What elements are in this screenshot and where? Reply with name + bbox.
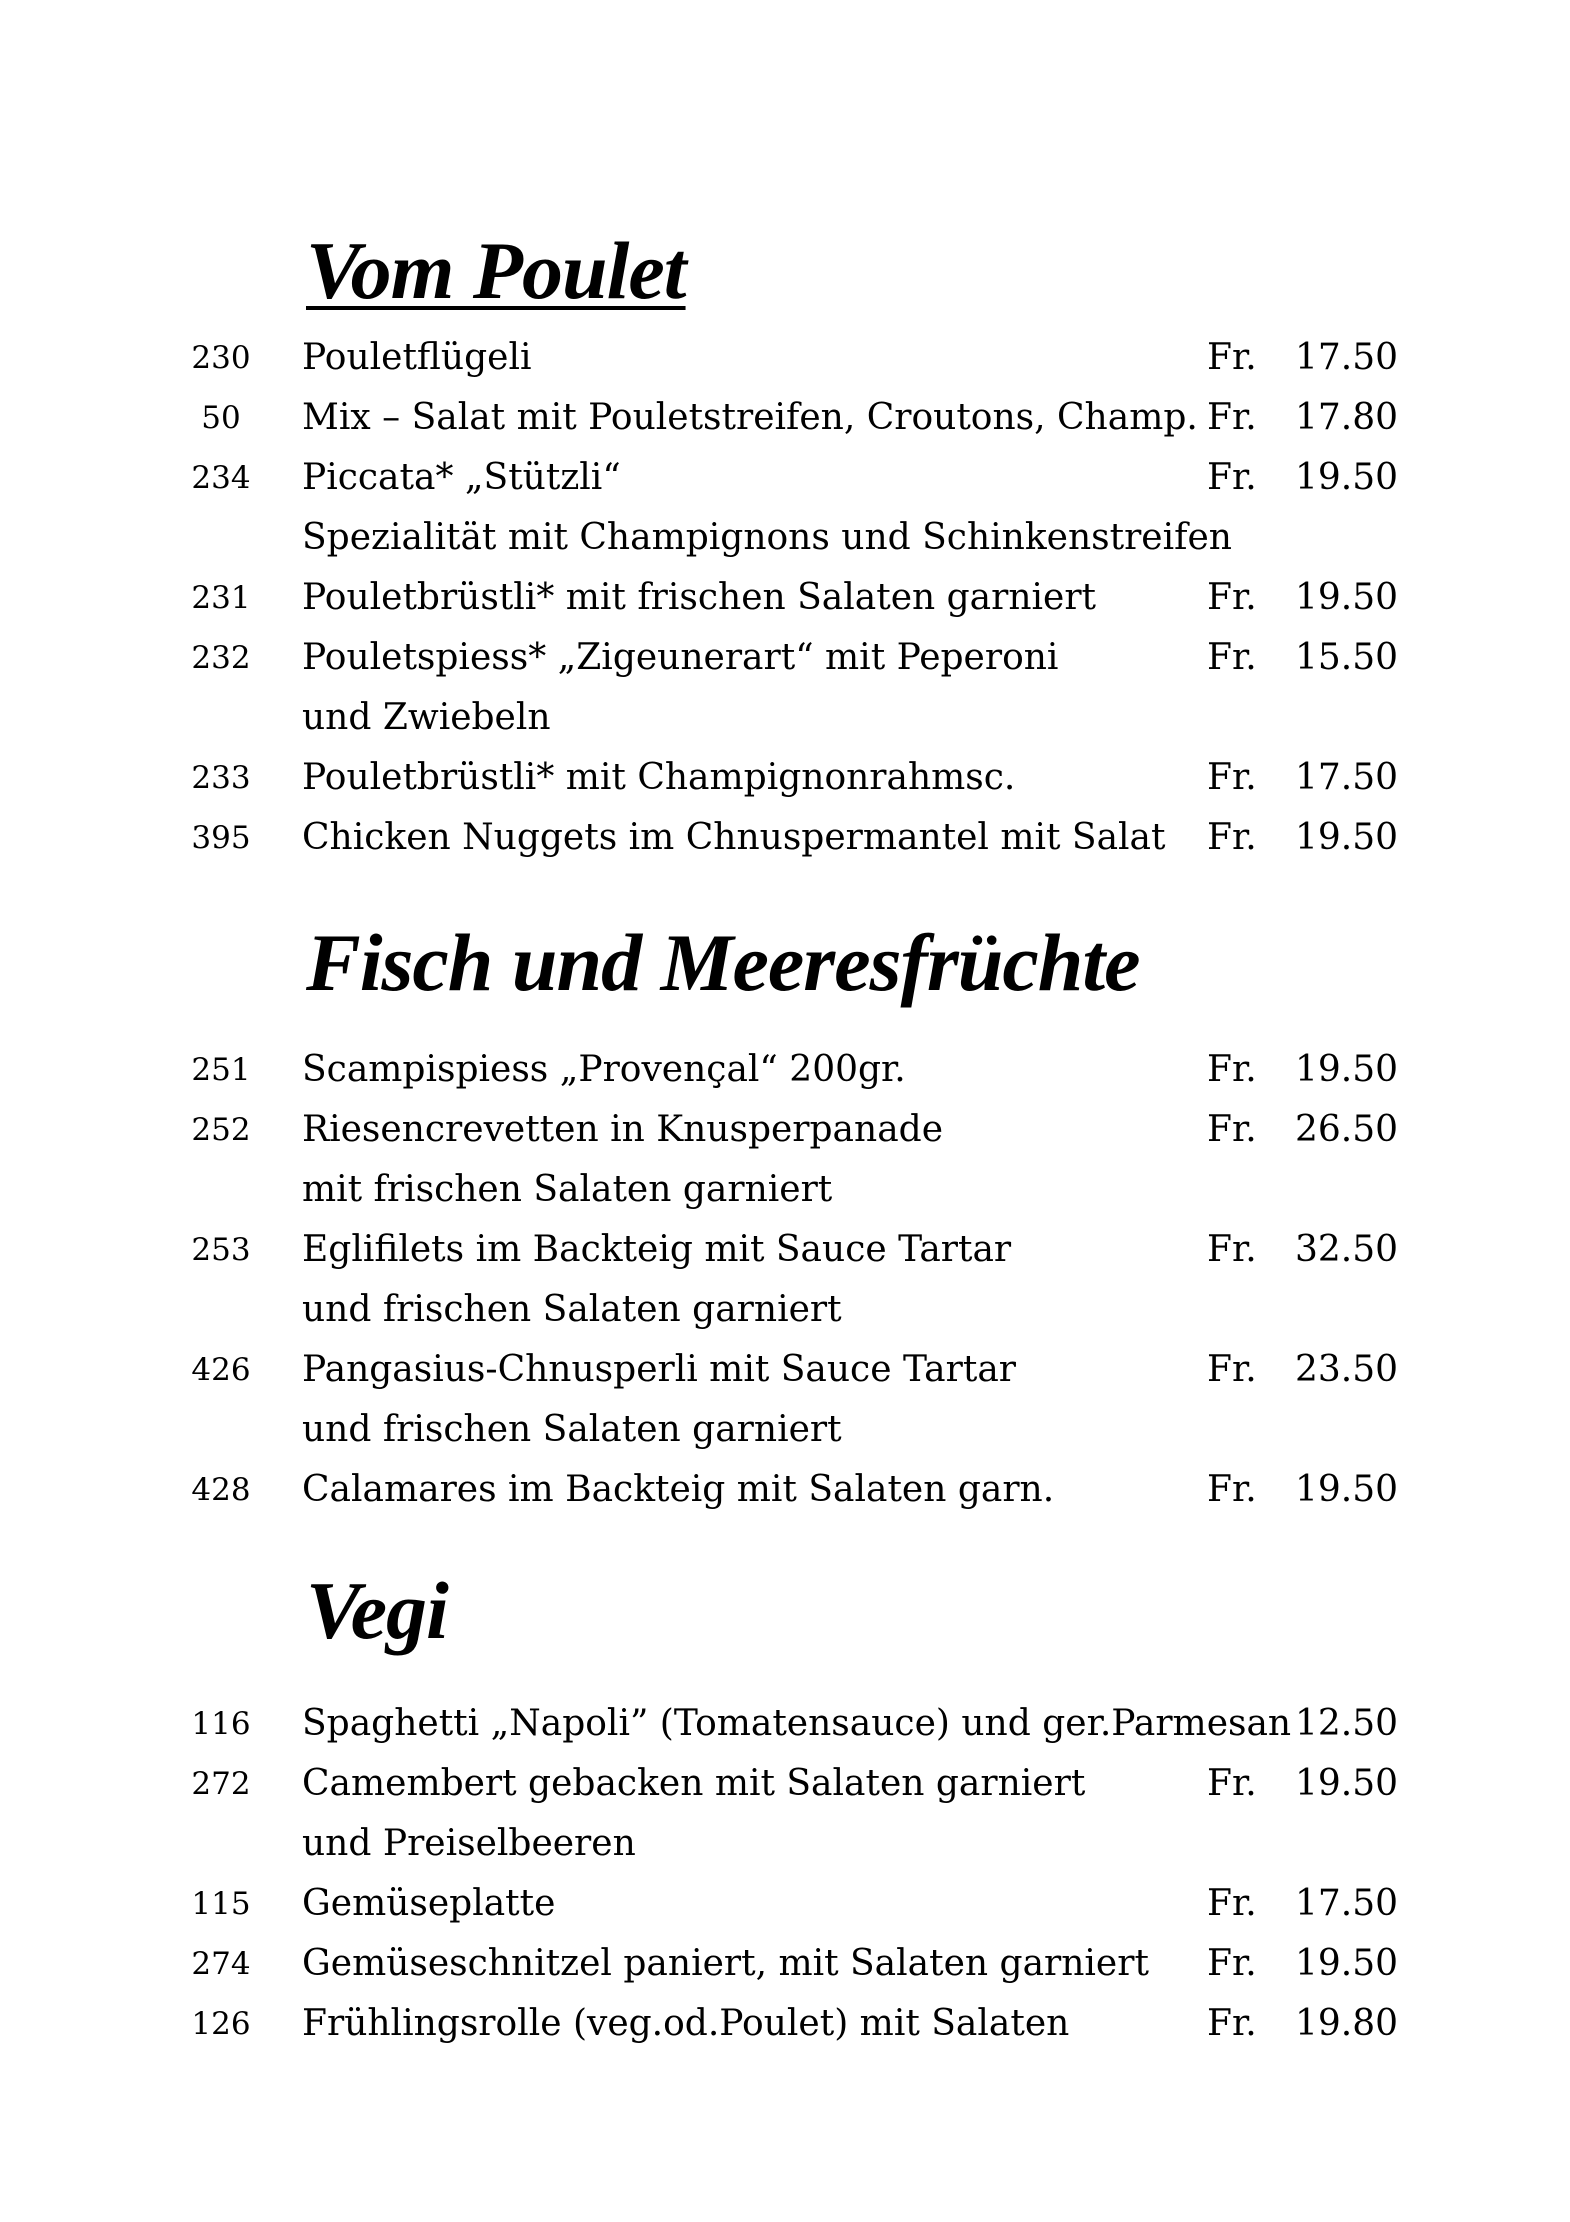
item-currency: Fr.: [1207, 577, 1257, 618]
item-currency: Fr.: [1207, 2003, 1257, 2044]
menu-item: [0, 1994, 1570, 2054]
menu-item: [0, 388, 1570, 448]
item-description: und frischen Salaten garniert: [302, 1409, 842, 1450]
item-number: 50: [201, 400, 241, 436]
item-number: 272: [191, 1766, 251, 1802]
item-name: Pouletbrüstli* mit frischen Salaten garniert: [302, 577, 1097, 618]
item-currency: Fr.: [1207, 337, 1257, 378]
menu-item: [0, 808, 1570, 868]
item-number: 428: [191, 1472, 251, 1508]
menu-item: [0, 1220, 1570, 1280]
item-name: Pangasius-Chnusperli mit Sauce Tartar: [302, 1349, 1016, 1390]
item-name: Scampispiess „Provençal“ 200gr.: [302, 1049, 906, 1090]
item-name: Spaghetti „Napoli” (Tomatensauce) und ger.Parmesan: [302, 1703, 1292, 1744]
item-price: 17.80: [1294, 397, 1398, 438]
item-currency: Fr.: [1207, 1763, 1257, 1804]
item-price: 26.50: [1294, 1109, 1398, 1150]
item-number: 116: [191, 1706, 251, 1742]
item-name: Frühlingsrolle (veg.od.Poulet) mit Salaten: [302, 2003, 1070, 2044]
item-price: 19.50: [1294, 1763, 1398, 1804]
item-description: Spezialität mit Champignons und Schinkenstreifen: [302, 517, 1232, 558]
item-number: 231: [191, 580, 251, 616]
menu-list-vegi: [0, 1694, 1570, 2054]
item-currency: Fr.: [1207, 1049, 1257, 1090]
item-number: 251: [191, 1052, 251, 1088]
section-title-vegi: Vegi: [306, 1565, 448, 1656]
item-number: 126: [191, 2006, 251, 2042]
item-price: 17.50: [1294, 757, 1398, 798]
item-number: 230: [191, 340, 251, 376]
item-price: 19.80: [1294, 2003, 1398, 2044]
section-title-vom-poulet: Vom Poulet: [306, 225, 686, 316]
item-price: 19.50: [1294, 1049, 1398, 1090]
item-price: 19.50: [1294, 817, 1398, 858]
item-number: 274: [191, 1946, 251, 1982]
item-currency: Fr.: [1207, 1469, 1257, 1510]
menu-item: [0, 1340, 1570, 1400]
menu-list-vom-poulet: [0, 328, 1570, 868]
menu-item: [0, 1460, 1570, 1520]
item-number: 253: [191, 1232, 251, 1268]
item-name: Pouletbrüstli* mit Champignonrahmsc.: [302, 757, 1016, 798]
item-name: Camembert gebacken mit Salaten garniert: [302, 1763, 1086, 1804]
menu-item-continuation: [0, 688, 1570, 748]
menu-list-fisch-und-meeresfruechte: [0, 1040, 1570, 1520]
item-name: Eglifilets im Backteig mit Sauce Tartar: [302, 1229, 1012, 1270]
item-description: und Preiselbeeren: [302, 1823, 636, 1864]
item-price: 19.50: [1294, 457, 1398, 498]
item-currency: Fr.: [1207, 757, 1257, 798]
item-currency: Fr.: [1207, 457, 1257, 498]
item-name: Piccata* „Stützli“: [302, 457, 621, 498]
item-number: 252: [191, 1112, 251, 1148]
item-number: 233: [191, 760, 251, 796]
item-price: 17.50: [1294, 337, 1398, 378]
menu-item: [0, 568, 1570, 628]
item-name: Gemüseplatte: [302, 1883, 556, 1924]
item-currency: Fr.: [1207, 397, 1257, 438]
menu-item: [0, 328, 1570, 388]
item-number: 395: [191, 820, 251, 856]
item-price: 19.50: [1294, 1943, 1398, 1984]
item-price: 23.50: [1294, 1349, 1398, 1390]
menu-item: [0, 1694, 1570, 1754]
item-price: 32.50: [1294, 1229, 1398, 1270]
section-title-fisch-und-meeresfruechte: Fisch und Meeresfrüchte: [306, 917, 1140, 1008]
menu-item-continuation: [0, 1160, 1570, 1220]
item-currency: Fr.: [1207, 637, 1257, 678]
item-price: 19.50: [1294, 1469, 1398, 1510]
menu-item: [0, 628, 1570, 688]
menu-item: [0, 1754, 1570, 1814]
menu-item: [0, 1874, 1570, 1934]
item-name: Calamares im Backteig mit Salaten garn.: [302, 1469, 1055, 1510]
menu-item: [0, 748, 1570, 808]
menu-item: [0, 1100, 1570, 1160]
item-number: 115: [191, 1886, 251, 1922]
item-name: Pouletflügeli: [302, 337, 532, 378]
item-number: 232: [191, 640, 251, 676]
item-name: Chicken Nuggets im Chnuspermantel mit Salat: [302, 817, 1166, 858]
menu-item-continuation: [0, 1400, 1570, 1460]
item-price: 19.50: [1294, 577, 1398, 618]
item-name: Riesencrevetten in Knusperpanade: [302, 1109, 944, 1150]
menu-item: [0, 448, 1570, 508]
item-price: 17.50: [1294, 1883, 1398, 1924]
item-currency: Fr.: [1207, 817, 1257, 858]
item-description: und Zwiebeln: [302, 697, 551, 738]
menu-item: [0, 1040, 1570, 1100]
item-name: Mix – Salat mit Pouletstreifen, Croutons, Champ.: [302, 397, 1198, 438]
menu-item: [0, 1934, 1570, 1994]
item-currency: Fr.: [1207, 1943, 1257, 1984]
menu-item-continuation: [0, 1814, 1570, 1874]
item-currency: Fr.: [1207, 1109, 1257, 1150]
item-currency: Fr.: [1207, 1349, 1257, 1390]
item-price: 12.50: [1294, 1703, 1398, 1744]
item-name: Pouletspiess* „Zigeunerart“ mit Peperoni: [302, 637, 1059, 678]
item-description: mit frischen Salaten garniert: [302, 1169, 833, 1210]
item-number: 234: [191, 460, 251, 496]
item-number: 426: [191, 1352, 251, 1388]
item-description: und frischen Salaten garniert: [302, 1289, 842, 1330]
menu-item-continuation: [0, 1280, 1570, 1340]
menu-item-continuation: [0, 508, 1570, 568]
item-name: Gemüseschnitzel paniert, mit Salaten garniert: [302, 1943, 1149, 1984]
item-currency: Fr.: [1207, 1229, 1257, 1270]
item-currency: Fr.: [1207, 1883, 1257, 1924]
item-price: 15.50: [1294, 637, 1398, 678]
